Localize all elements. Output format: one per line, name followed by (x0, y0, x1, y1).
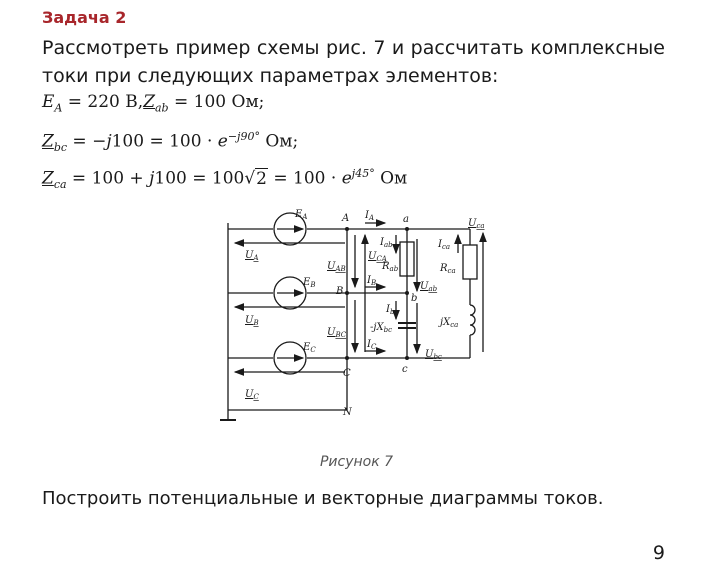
label-xca: $jX_{ca}$ (440, 317, 459, 329)
label-uab-load: $U_{ab}$ (420, 281, 438, 293)
figure-caption: Рисунок 7 (319, 454, 394, 470)
label-iab: $I_{ab}$ (380, 237, 393, 249)
equation-1: $E_A = 220$ $В,Z_{ab} = 100$ Ом; (42, 92, 265, 115)
label-ua: $U_A$ (245, 250, 259, 262)
node-b-lower: b (411, 293, 418, 304)
label-ea: $E_A$ (295, 209, 308, 221)
task-text-2: Построить потенциальные и векторные диаграммы токов. (42, 488, 604, 509)
label-rab: $R_{ab}$ (382, 261, 399, 273)
node-a-lower: a (403, 214, 409, 225)
label-ec: $E_C$ (303, 342, 316, 354)
label-ia: $I_A$ (365, 210, 375, 222)
label-ubc-load: $U_{bc}$ (425, 349, 442, 361)
label-uca: $U_{CA}$ (368, 251, 387, 263)
circuit-figure (215, 205, 505, 439)
page-number: 9 (652, 542, 665, 564)
label-ub: $U_B$ (245, 315, 259, 327)
circuit-diagram (215, 205, 505, 435)
label-ic: $I_C$ (367, 339, 377, 351)
label-ica: $I_{ca}$ (438, 239, 451, 251)
label-uab: $U_{AB}$ (327, 261, 346, 273)
node-n: N (343, 407, 352, 418)
node-b-upper: B (336, 286, 344, 297)
task-text: Рассмотреть пример схемы рис. 7 и рассчитать комплексные токи при следующих параметрах элементов: (42, 37, 665, 87)
label-eb: $E_B$ (303, 277, 316, 289)
label-ubc: $U_{BC}$ (327, 327, 347, 339)
label-ib: $I_B$ (367, 275, 377, 287)
node-a-upper: A (342, 213, 350, 224)
task-heading: Задача 2 (42, 8, 127, 27)
label-xbc: $-jX_{bc}$ (370, 322, 393, 334)
label-ibc: $I_{bc}$ (386, 304, 399, 316)
label-uca-load: $U_{ca}$ (468, 218, 485, 230)
label-rca: $R_{ca}$ (440, 263, 456, 275)
equation-3: $Z_{ca} = 100 + j100 = 100√2 = 100 \cdot e^{j45^\circ}$ Ом (42, 167, 408, 192)
node-c-upper: C (343, 368, 351, 379)
label-uc: $U_C$ (245, 389, 259, 401)
node-c-lower: c (402, 364, 408, 375)
equation-2: $Z_{bc} = -j100 = 100 \cdot e^{-j90^\circ}$ Ом; (42, 130, 299, 155)
